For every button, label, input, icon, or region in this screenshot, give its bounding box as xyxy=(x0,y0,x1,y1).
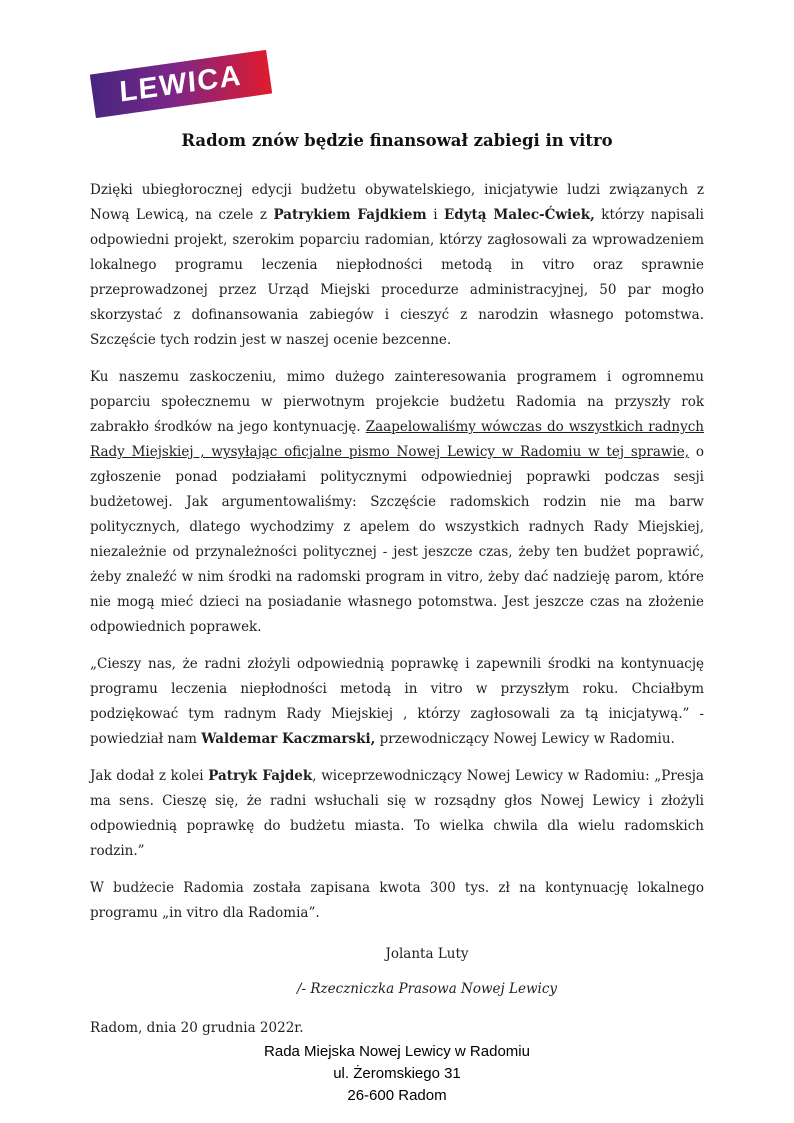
footer-line-organization: Rada Miejska Nowej Lewicy w Radomiu xyxy=(264,1043,530,1060)
lewica-logo-text: LEWICA xyxy=(118,58,244,109)
dateline: Radom, dnia 20 grudnia 2022r. xyxy=(90,1020,304,1036)
footer-line-street: ul. Żeromskiego 31 xyxy=(333,1065,461,1082)
document-body xyxy=(90,178,704,926)
paragraph: „Cieszy nas, że radni złożyli odpowiednią poprawkę i zapewnili środki na kontynuację programu leczenia niepłodności metodą in vitro w przyszłym roku. Chciałbym podziękować tym radnym Rady Miejskiej , którzy zagłosowali za tą inicjatywą.” - powiedział nam Waldemar Kaczmarski, przewodniczący Nowej Lewicy w Radomiu. xyxy=(90,656,704,747)
footer xyxy=(0,1041,794,1107)
paragraph: Ku naszemu zaskoczeniu, mimo dużego zainteresowania programem i ogromnemu poparciu społecznemu w pierwotnym projekcie budżetu Radomia na przyszły rok zabrakło środków na jego kontynuację. Zaapelowaliśmy wówczas do wszystkich radnych Rady Miejskiej , wysyłając oficjalne pismo Nowej Lewicy w Radomiu w tej sprawie, o zgłoszenie ponad podziałami politycznymi odpowiedniej poprawki podczas sesji budżetowej. Jak argumentowaliśmy: Szczęście radomskich rodzin nie ma barw politycznych, dlatego wychodzimy z apelem do wszystkich radnych Rady Miejskiej, niezależnie od przynależności politycznej - jest jeszcze czas, żeby ten budżet poprawić, żeby znaleźć w nim środki na radomski program in vitro, żeby dać nadzieję parom, które nie mogą mieć dzieci na posiadanie własnego potomstwa. Jest jeszcze czas na złożenie odpowiednich poprawek. xyxy=(90,369,704,635)
signature-role: /- Rzeczniczka Prasowa Nowej Lewicy xyxy=(296,981,558,997)
signature-block xyxy=(120,942,734,1002)
paragraph: Jak dodał z kolei Patryk Fajdek, wiceprzewodniczący Nowej Lewicy w Radomiu: „Presja ma sens. Cieszę się, że radni wsłuchali się w rozsądny głos Nowej Lewicy i złożyli odpowiednią poprawkę do budżetu miasta. To wielka chwila dla wielu radomskich rodzin.” xyxy=(90,768,704,859)
paragraph: W budżecie Radomia została zapisana kwota 300 tys. zł na kontynuację lokalnego programu „in vitro dla Radomia”. xyxy=(90,880,704,921)
footer-line-city: 26-600 Radom xyxy=(347,1087,447,1104)
lewica-logo xyxy=(92,58,270,109)
lewica-logo-band xyxy=(90,50,272,118)
paragraph: Dzięki ubiegłorocznej edycji budżetu obywatelskiego, inicjatywie ludzi związanych z Nową Lewicą, na czele z Patrykiem Fajdkiem i Edytą Malec-Ćwiek, którzy napisali odpowiedni projekt, szerokim poparciu radomian, którzy zagłosowali za wprowadzeniem lokalnego programu leczenia niepłodności metodą in vitro oraz sprawnie przeprowadzonej przez Urząd Miejski procedurze administracyjnej, 50 par mogło skorzystać z dofinansowania zabiegów i cieszyć z narodzin własnego potomstwa. Szczęście tych rodzin jest w naszej ocenie bezcenne. xyxy=(90,182,704,348)
page-title: Radom znów będzie finansował zabiegi in vitro xyxy=(181,131,613,150)
signature-name: Jolanta Luty xyxy=(385,946,469,962)
